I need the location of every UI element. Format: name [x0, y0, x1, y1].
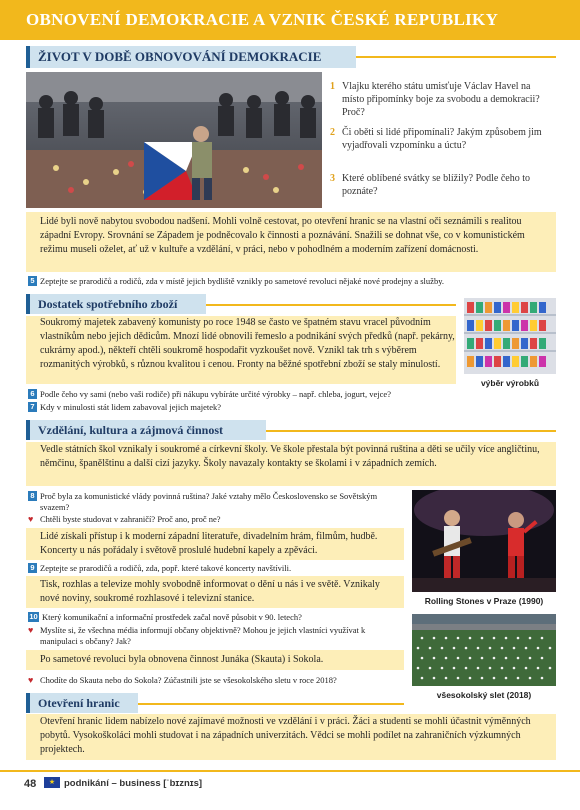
page-number: 48: [24, 778, 37, 790]
divider: [138, 703, 404, 705]
divider: [356, 56, 556, 58]
heart-icon: ♥: [28, 625, 34, 635]
section-title: Dostatek spotřebního zboží: [38, 297, 178, 311]
heart-icon: ♥: [28, 675, 34, 685]
eu-flag-icon: ★: [44, 777, 60, 788]
heart-icon: ♥: [28, 514, 34, 524]
chapter-banner: [0, 0, 580, 40]
goods-caption: výběr výrobků: [480, 378, 540, 388]
borders-text: Otevření hranic lidem nabízelo nové zajímavé možnosti ve vzdělání i v práci. Žáci a studenti se mohli účastnit výměnných pobytů. Vysokoškoláci mohli studovat i na západních univerzitách. Vědci se mohli podílet na zahraničních výzkumných projektech.: [40, 716, 531, 755]
culture-text: Lidé získali přístup i k moderní západní literatuře, divadelním hrám, filmům, hudbě. Koncerty u nás pořádaly i světově proslulé hudební kapely a zpěváci.: [40, 531, 378, 556]
intro-text: Lidé byli nově nabytou svobodou nadšení. Mohli volně cestovat, po otevření hranic se na vlastní oči seznámili s realitou západní Evropy. Srovnání se Západem je podněcovalo k činnosti a poznávání. Snažili se dohnat vše, co v komunistickém režimu museli oželet, ať už v kultuře a vzdělání, v práci, nebo v pohodlném a moderním zařízení domácnosti.: [40, 216, 525, 255]
slet-photo: [412, 614, 556, 686]
task-10: Který komunikační a informační prostředek začal nově působit v 90. letech?: [42, 612, 302, 622]
chapter-title: OBNOVENÍ DEMOKRACIE A VZNIK ČESKÉ REPUBLIKY: [26, 10, 499, 29]
task-9: Zeptejte se prarodičů a rodičů, zda, popř. které takové koncerty navštívili.: [40, 563, 292, 573]
media-text: Tisk, rozhlas a televize mohly svobodně informovat o dění u nás i ve světě. Vznikaly nové noviny, soukromé rozhlasové i televizní stanice.: [40, 579, 380, 604]
task-number: 6: [28, 389, 37, 399]
education-text: Vedle státních škol vznikaly i soukromé a církevní školy. Ve škole přestala být povinná ruština a děti se učily více angličtinu, němčinu, španělštinu a další cizí jazyky. Školy navazaly kontakty se školami i v západních zemích.: [40, 444, 540, 469]
memorial-photo: [26, 72, 322, 208]
task-number: 7: [28, 402, 37, 412]
task-7: Kdy v minulosti stát lidem zabavoval jejich majetek?: [40, 402, 222, 412]
task-5: Zeptejte se prarodičů a rodičů, zda v místě jejich bydliště vznikly po sametové revoluci nějaké nové prodejny a služby.: [40, 276, 445, 286]
task-number: 8: [28, 491, 37, 501]
question-3: 3 Které oblíbené svátky se blížily? Podle čeho to poznáte?: [330, 173, 531, 197]
goods-photo: [464, 298, 556, 374]
scout-text: Po sametové revoluci byla obnovena činnost Junáka (Skauta) i Sokola.: [40, 654, 324, 665]
section-heading-2: [26, 294, 206, 314]
section-heading-4: [26, 693, 138, 713]
concert-caption: Rolling Stones v Praze (1990): [424, 596, 544, 606]
section-title: Vzdělání, kultura a zájmová činnost: [38, 423, 224, 437]
task-heart-3: Chodíte do Skauta nebo do Sokola? Zúčastnili jste se všesokolského sletu v roce 2018?: [40, 675, 337, 685]
question-1: 1 Vlajku kterého státu umisťuje Václav Havel na místo připomínky boje za svobodu a demokracii? Proč?: [330, 81, 540, 118]
footer-rule: [0, 770, 580, 772]
concert-photo: [412, 490, 556, 592]
divider: [266, 430, 556, 432]
section-title: Otevření hranic: [38, 696, 120, 710]
goods-text: Soukromý majetek zabavený komunisty po roce 1948 se často ve špatném stavu vracel původním vlastníkům nebo jejich dědicům. Mnozí lidé obnovili řemeslo a podnikání svých předků (např. pekárny, cukrárny apod.), někteří chtěli soukromě hospodařit vyzkoušet nově. Vznikl tak trh s výběrem rozmanitých výrobků, s různou kvalitou i cenou. Fronty na běžné spotřební zboží se staly minulostí.: [40, 317, 455, 370]
question-2: 2 Či oběti si lidé připomínali? Jakým způsobem jim vyjadřovali vzpomínku a úctu?: [330, 127, 542, 151]
slet-caption: všesokolský slet (2018): [436, 690, 532, 700]
task-number: 10: [29, 612, 38, 621]
task-number: 9: [28, 563, 37, 573]
task-heart-2: Myslíte si, že všechna média informují občany objektivně? Mohou je jejich vlastníci využívat k manipulaci s občany? Jak?: [40, 625, 366, 646]
section-heading-1: [26, 46, 356, 68]
task-number: 5: [28, 276, 37, 286]
task-heart-1: Chtěli byste studovat v zahraničí? Proč ano, proč ne?: [40, 514, 221, 524]
section-title: ŽIVOT V DOBĚ OBNOVOVÁNÍ DEMOKRACIE: [38, 49, 322, 64]
task-8: Proč byla za komunistické vlády povinná ruština? Jaké vztahy mělo Československo se Sovětským svazem?: [40, 491, 378, 512]
divider: [206, 304, 456, 306]
section-heading-3: [26, 420, 266, 440]
footer-glossary: podnikání – business [ˈbɪznɪs]: [64, 778, 203, 789]
task-6: Podle čeho vy sami (nebo vaši rodiče) při nákupu vybíráte určité výrobky – např. chleba, jogurt, vejce?: [40, 389, 391, 399]
